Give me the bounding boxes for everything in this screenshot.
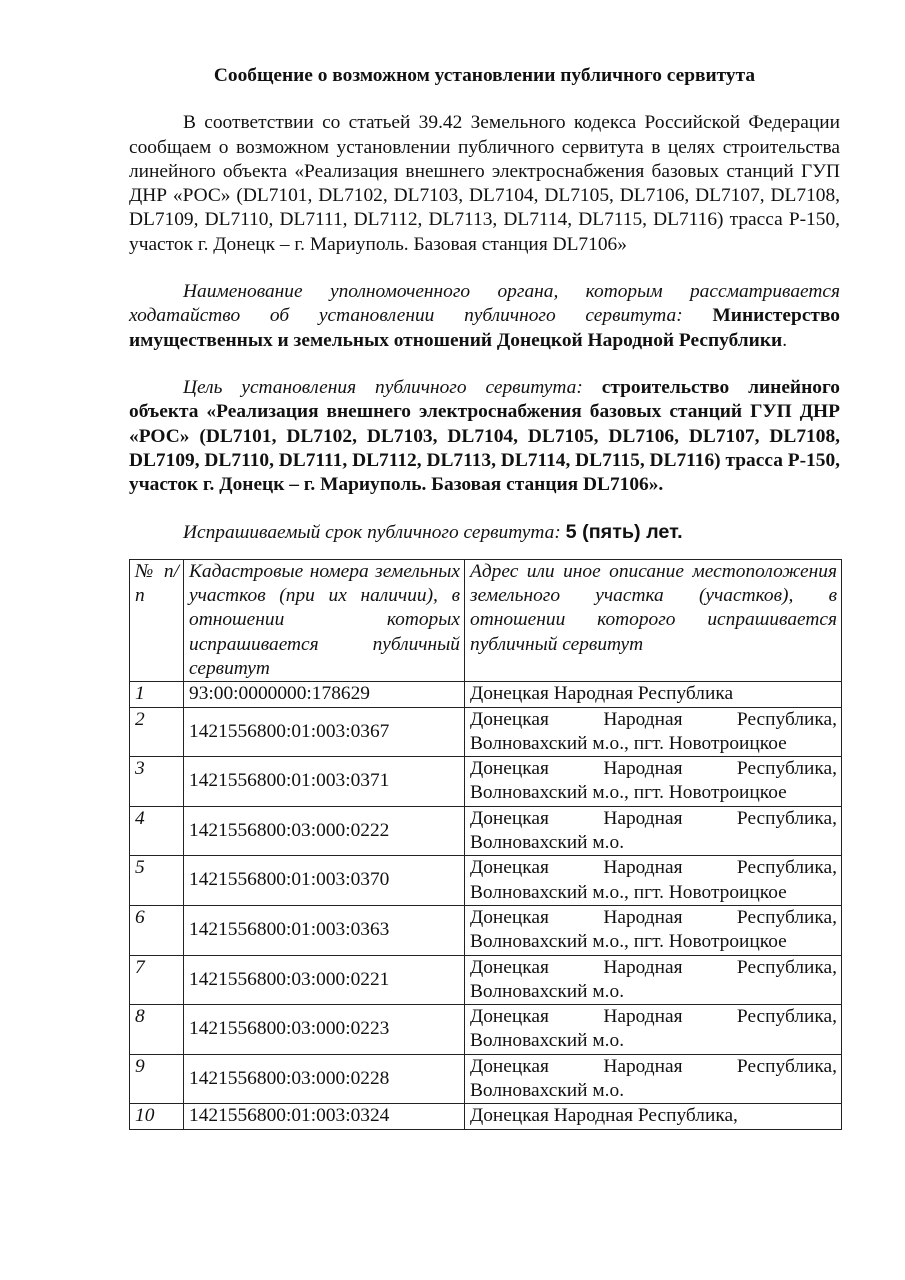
row-cadastral-number: 93:00:0000000:178629 — [184, 682, 465, 707]
table-body — [130, 682, 842, 1129]
row-address: Донецкая Народная Республика, Волновахский м.о. — [465, 806, 842, 856]
row-address: Донецкая Народная Республика, Волновахский м.о. — [465, 1054, 842, 1104]
row-address: Донецкая Народная Республика — [465, 682, 842, 707]
authority-paragraph — [129, 280, 840, 353]
intro-paragraph: В соответствии со статьей 39.42 Земельного кодекса Российской Федерации сообщаем о возможном установлении публичного сервитута в целях строительства линейного объекта «Реализация внешнего электроснабжения базовых станций ГУП ДНР «РОС» (DL7101, DL7102, DL7103, DL7104, DL7105, DL7106, DL7107, DL7108, DL7109, DL7110, DL7111, DL7112, DL7113, DL7114, DL7115, DL7116) трасса Р-150, участок г. Донецк – г. Мариуполь. Базовая станция DL7106» — [129, 112, 840, 255]
term-value: 5 (пять) лет. — [565, 521, 683, 544]
row-cadastral-number: 1421556800:01:003:0371 — [184, 757, 465, 807]
row-cadastral-number: 1421556800:03:000:0223 — [184, 1005, 465, 1055]
row-number: 1 — [130, 682, 184, 707]
row-number: 7 — [130, 955, 184, 1005]
table-row — [130, 1104, 842, 1129]
row-number: 10 — [130, 1104, 184, 1129]
row-number: 9 — [130, 1054, 184, 1104]
purpose-paragraph — [129, 376, 840, 497]
header-cadastral: Кадастровые номера земельных участков (при их наличии), в отношении которых испрашивается публичный сервитут — [184, 559, 465, 681]
row-cadastral-number: 1421556800:01:003:0370 — [184, 856, 465, 906]
purpose-label: Цель установления публичного сервитута: — [183, 376, 602, 398]
authority-label: Наименование уполномоченного органа, которым рассматривается ходатайство об установлении публичного сервитута: — [129, 281, 840, 327]
table-row — [130, 1054, 842, 1104]
table-row — [130, 856, 842, 906]
table-row — [130, 682, 842, 707]
row-cadastral-number: 1421556800:03:000:0221 — [184, 955, 465, 1005]
row-address: Донецкая Народная Республика, Волновахский м.о. — [465, 955, 842, 1005]
header-address: Адрес или иное описание местоположения земельного участка (участков), в отношении которого испрашивается публичный сервитут — [465, 559, 842, 681]
header-number: № п/п — [130, 559, 184, 681]
row-number: 8 — [130, 1005, 184, 1055]
row-cadastral-number: 1421556800:03:000:0222 — [184, 806, 465, 856]
row-number: 2 — [130, 707, 184, 757]
row-number: 6 — [130, 905, 184, 955]
table-row — [130, 806, 842, 856]
document-title: Сообщение о возможном установлении публичного сервитута — [213, 65, 756, 86]
table-row — [130, 955, 842, 1005]
row-address: Донецкая Народная Республика, Волновахский м.о., пгт. Новотроицкое — [465, 905, 842, 955]
row-address: Донецкая Народная Республика, — [465, 1104, 842, 1129]
table-row — [130, 757, 842, 807]
table-header-row — [130, 559, 842, 681]
row-address: Донецкая Народная Республика, Волновахский м.о. — [465, 1005, 842, 1055]
row-address: Донецкая Народная Республика, Волновахский м.о., пгт. Новотроицкое — [465, 757, 842, 807]
document-page — [129, 64, 840, 1130]
table-row — [130, 707, 842, 757]
row-cadastral-number: 1421556800:03:000:0228 — [184, 1054, 465, 1104]
table-row — [130, 1005, 842, 1055]
row-address: Донецкая Народная Республика, Волновахский м.о., пгт. Новотроицкое — [465, 856, 842, 906]
row-cadastral-number: 1421556800:01:003:0363 — [184, 905, 465, 955]
row-number: 4 — [130, 806, 184, 856]
row-number: 5 — [130, 856, 184, 906]
term-label: Испрашиваемый срок публичного сервитута: — [183, 522, 566, 544]
row-cadastral-number: 1421556800:01:003:0324 — [184, 1104, 465, 1129]
row-cadastral-number: 1421556800:01:003:0367 — [184, 707, 465, 757]
row-address: Донецкая Народная Республика, Волновахский м.о., пгт. Новотроицкое — [465, 707, 842, 757]
purpose-value: строительство линейного объекта «Реализация внешнего электроснабжения базовых станций ГУП ДНР «РОС» (DL7101, DL7102, DL7103, DL7104, DL7105, DL7106, DL7107, DL7108, DL7109, DL7110, DL7111, DL7112, DL7113, DL7114, DL7115, DL7116) трасса Р-150, участок г. Донецк – г. Мариуполь. Базовая станция DL7106». — [129, 376, 840, 496]
row-number: 3 — [130, 757, 184, 807]
table-row — [130, 905, 842, 955]
authority-end: . — [782, 329, 788, 351]
parcels-table — [129, 559, 842, 1130]
authority-value: Министерство имущественных и земельных отношений Донецкой Народной Республики — [129, 305, 840, 351]
term-paragraph — [129, 520, 840, 545]
